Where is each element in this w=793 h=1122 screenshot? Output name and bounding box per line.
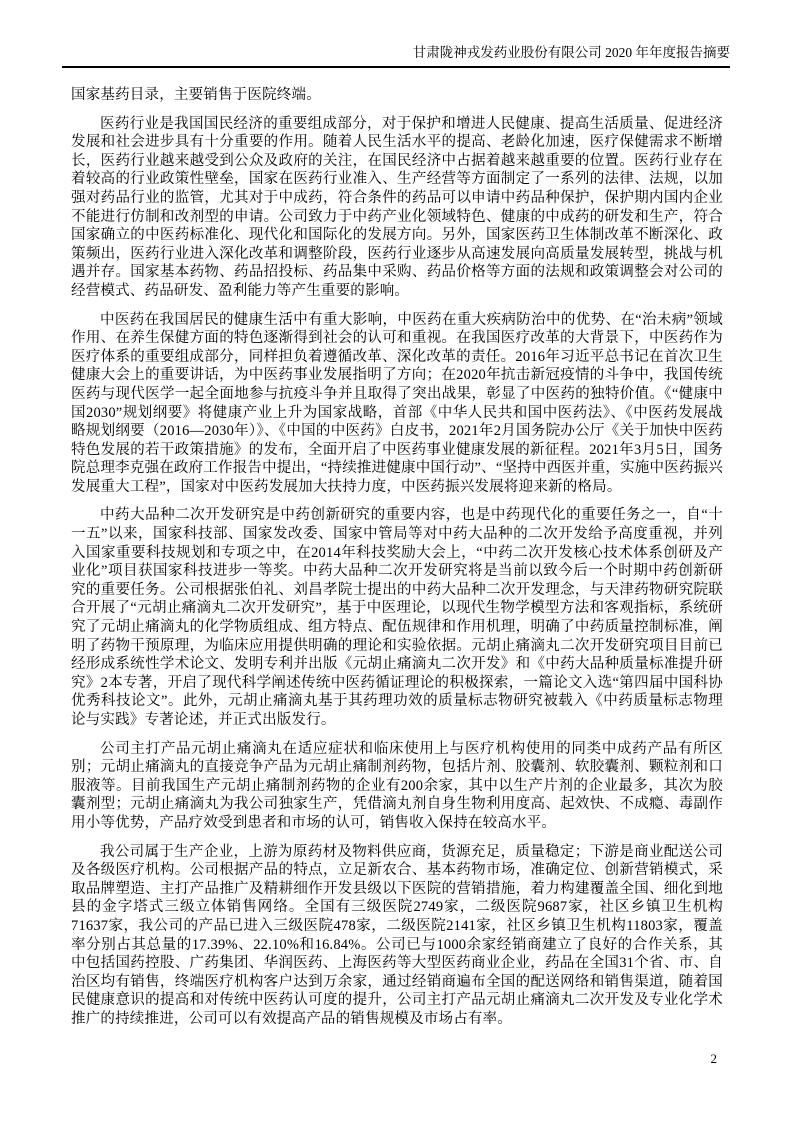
paragraph-pharma-industry: 医药行业是我国国民经济的重要组成部分，对于保护和增进人民健康、提高生活质量、促进经济发展和社会进步具有十分重要的作用。随着人民生活水平的提高、老龄化加速，医疗保健需求不断增长，医药行业越来越受到公众及政府的关注，在国民经济中占据着越来越重要的位置。医药行业存在着较高的行业政策性壁垒，国家在医药行业准入、生产经营等方面制定了一系列的法律、法规，以加强对药品行业的监管，尤其对于中成药，符合条件的药品可以申请中药品种保护，保护期内国内企业不能进行仿制和改剂型的申请。公司致力于中药产业化领域特色、健康的中成药的研发和生产，符合国家确立的中医药标准化、现代化和国际化的发展方向。另外，国家医药卫生体制改革不断深化、政策频出，医药行业进入深化改革和调整阶段，医药行业逐步从高速发展向高质量发展转型，挑战与机遇并存。国家基本药物、药品招投标、药品集中采购、药品价格等方面的法规和政策调整会对公司的经营模式、药品研发、盈利能力等产生重要的影响。 [71,115,723,299]
page-header [62,44,730,62]
paragraph-sales-network: 我公司属于生产企业，上游为原药材及物料供应商，货源充足，质量稳定；下游是商业配送公司及各级医疗机构。公司根据产品的特点，立足新农合、基本药物市场，准确定位、创新营销模式，采取品牌塑造、主打产品推广及精耕细作开发县级以下医院的营销措施，着力构建覆盖全国、细化到地县的金字塔式三级立体销售网络。全国有三级医院2749家，二级医院9687家，社区乡镇卫生机构71637家，我公司的产品已进入三级医院478家，二级医院2141家，社区乡镇卫生机构11803家，覆盖率分别占其总量的17.39%、22.10%和16.84%。公司已与1000余家经销商建立了良好的合作关系，其中包括国药控股、广药集团、华润医药、上海医药等大型医药商业企业，药品在全国31个省、市、自治区均有销售，终端医疗机构客户达到万余家，通过经销商遍布全国的配送网络和销售渠道，随着国民健康意识的提高和对传统中医药认可度的提升，公司主打产品元胡止痛滴丸二次开发及专业化学术推广的持续推进，公司可以有效提高产品的销售规模及市场占有率。 [71,843,723,1027]
header-rule [62,66,730,68]
paragraph-secondary-development: 中药大品种二次开发研究是中药创新研究的重要内容，也是中药现代化的重要任务之一，自“十一五”以来，国家科技部、国家发改委、国家中管局等对中药大品种的二次开发给予高度重视，并列入国家重要科技规划和专项之中，在2014年科技奖励大会上，“中药二次开发核心技术体系创研及产业化”项目获国家科技进步一等奖。中药大品种二次开发研究将是当前以致今后一个时期中药创新研究的重要任务。公司根据张伯礼、刘昌孝院士提出的中药大品种二次开发理念，与天津药物研究院联合开展了“元胡止痛滴丸二次开发研究”，基于中医理论，以现代生物学模型方法和客观指标，系统研究了元胡止痛滴丸的化学物质组成、组方特点、配伍规律和作用机理，明确了中药质量控制标准，阐明了药物干预原理，为临床应用提供明确的理论和实验依据。元胡止痛滴丸二次开发研究项目目前已经形成系统性学术论文、发明专利并出版《元胡止痛滴丸二次开发》和《中药大品种质量标准提升研究》2本专著，开启了现代科学阐述传统中医药循证理论的积极探索，一篇论文入选“第四届中国科协优秀科技论文”。此外，元胡止痛滴丸基于其药理功效的质量标志物研究被载入《中药质量标志物理论与实践》专著论述，并正式出版发行。 [71,507,723,728]
paragraph-basic-drug-list: 国家基药目录，主要销售于医院终端。 [71,87,321,103]
document-body [71,86,723,1039]
paragraph-main-product-competition: 公司主打产品元胡止痛滴丸在适应症状和临床使用上与医疗机构使用的同类中成药产品有所区别；元胡止痛滴丸的直接竞争产品为元胡止痛制剂药物，包括片剂、胶囊剂、软胶囊剂、颗粒剂和口服液等。目前我国生产元胡止痛制剂药物的企业有200余家，其中以生产片剂的企业最多，其次为胶囊剂型；元胡止痛滴丸为我公司独家生产，凭借滴丸剂自身生物利用度高、起效快、不成瘾、毒副作用小等优势，产品疗效受到患者和市场的认可，销售收入保持在较高水平。 [71,740,723,831]
page-footer [62,1051,717,1067]
header-title: 甘肃陇神戎发药业股份有限公司 2020 年年度报告摘要 [412,45,730,60]
paragraph-tcm-policy: 中医药在我国居民的健康生活中有重大影响，中医药在重大疾病防治中的优势、在“治未病”领域作用、在养生保健方面的特色逐渐得到社会的认可和重视。在我国医疗改革的大背景下，中医药作为医疗体系的重要组成部分，同样担负着遵循改革、深化改革的责任。2016年习近平总书记在首次卫生健康大会上的重要讲话，为中医药事业发展指明了方向；在2020年抗击新冠疫情的斗争中，我国传统医药与现代医学一起全面地参与抗疫斗争并且取得了突出战果，彰显了中医药的独特价值。《“健康中国2030”规划纲要》将健康产业上升为国家战略，首部《中华人民共和国中医药法》、《中医药发展战略规划纲要（2016—2030年）》、《中国的中医药》白皮书，2021年2月国务院办公厅《关于加快中医药特色发展的若干政策措施》的发布，全面开启了中医药事业健康发展的新征程。2021年3月5日，国务院总理李克强在政府工作报告中提出，“持续推进健康中国行动”、“坚持中西医并重，实施中医药振兴发展重大工程”，国家对中医药发展加大扶持力度，中医药振兴发展将迎来新的格局。 [71,311,724,495]
page-number: 2 [710,1051,717,1066]
